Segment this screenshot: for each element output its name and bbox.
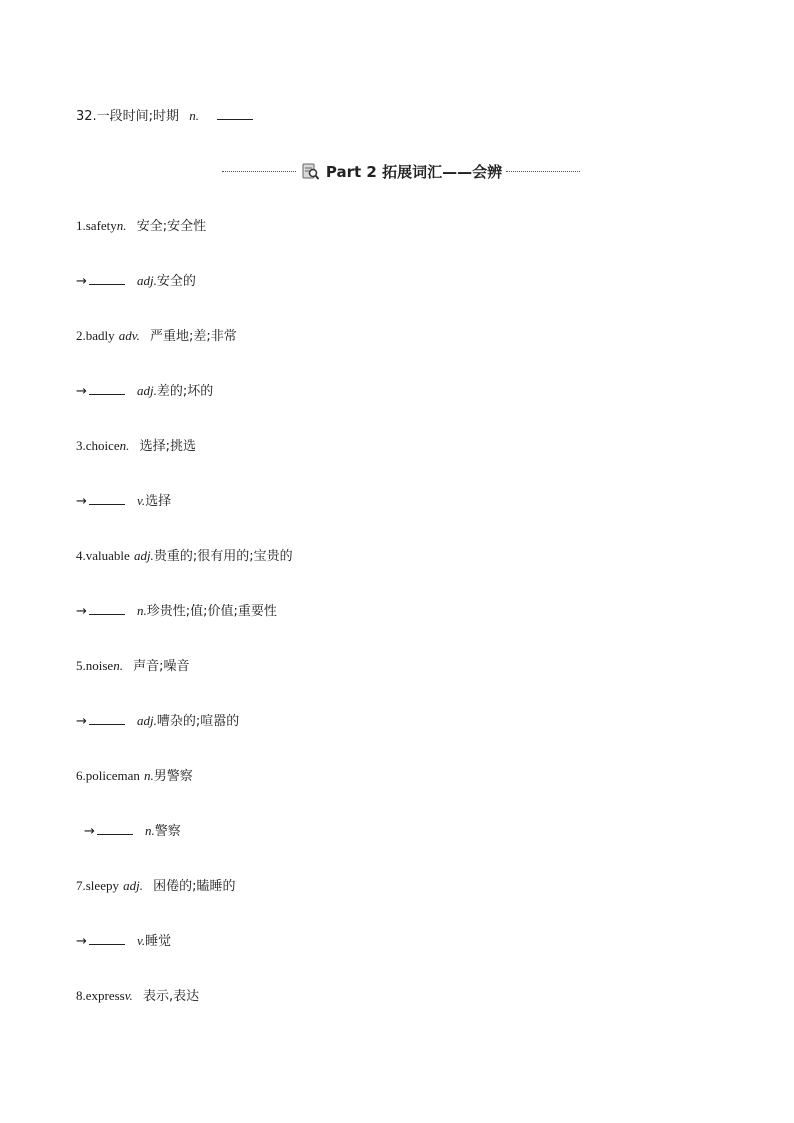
derivative-meaning: 警察 <box>154 824 181 839</box>
derivative-meaning: 安全的 <box>156 274 196 289</box>
derivative-pos: n. <box>145 823 155 838</box>
entry-word: 8.express <box>76 988 125 1003</box>
derivative-meaning: 睡觉 <box>145 934 172 949</box>
entry-3 <box>76 438 196 455</box>
derivative-meaning: 选择 <box>145 494 172 509</box>
derivative-7 <box>76 933 171 950</box>
entry-meaning: 选择;挑选 <box>139 439 196 454</box>
derivative-meaning: 差的;坏的 <box>156 384 214 399</box>
entry-pos: adj. <box>133 548 154 563</box>
entry-2 <box>76 328 237 345</box>
entry-pos: adv. <box>118 328 140 343</box>
answer-blank[interactable] <box>89 494 125 505</box>
derivative-meaning: 珍贵性;值;价值;重要性 <box>146 604 277 619</box>
derivative-pos: n. <box>137 603 147 618</box>
item-32-pos: n. <box>189 108 199 123</box>
entry-word: 2.badly <box>76 328 115 343</box>
entry-6 <box>76 768 193 785</box>
derivative-pos: v. <box>137 493 146 508</box>
entry-meaning: 困倦的;瞌睡的 <box>153 879 236 894</box>
entry-meaning: 声音;噪音 <box>133 659 190 674</box>
entry-word: 5.noise <box>76 658 114 673</box>
header-dots-left <box>222 171 296 172</box>
derivative-pos: adj. <box>137 273 157 288</box>
entry-4 <box>76 548 293 565</box>
entry-1 <box>76 218 206 235</box>
item-32 <box>76 108 255 125</box>
derivative-meaning: 嘈杂的;喧嚣的 <box>156 714 240 729</box>
entry-meaning: 严重地;差;非常 <box>149 329 237 344</box>
derivative-6 <box>84 823 181 840</box>
entry-meaning: 男警察 <box>153 769 193 784</box>
arrow: → <box>84 824 95 839</box>
entry-word: 6.policeman <box>76 768 140 783</box>
entry-word: 4.valuable <box>76 548 130 563</box>
derivative-4 <box>76 603 277 620</box>
derivative-1 <box>76 273 196 290</box>
entry-5 <box>76 658 189 675</box>
entry-pos: n. <box>119 438 130 453</box>
derivative-2 <box>76 383 213 400</box>
arrow: → <box>76 384 87 399</box>
item-32-text: 32.一段时间;时期 <box>76 109 180 124</box>
arrow: → <box>76 604 87 619</box>
header-dots-right <box>506 171 580 172</box>
answer-blank[interactable] <box>89 714 125 725</box>
arrow: → <box>76 274 87 289</box>
derivative-pos: adj. <box>137 713 157 728</box>
entry-word: 7.sleepy <box>76 878 119 893</box>
section-header <box>222 160 580 182</box>
derivative-pos: v. <box>137 933 146 948</box>
answer-blank[interactable] <box>89 934 125 945</box>
entry-pos: v. <box>124 988 133 1003</box>
entry-pos: adj. <box>123 878 143 893</box>
answer-blank[interactable] <box>89 384 125 395</box>
answer-blank[interactable] <box>217 109 253 120</box>
entry-8 <box>76 988 199 1005</box>
entry-meaning: 贵重的;很有用的;宝贵的 <box>153 549 293 564</box>
entry-pos: n. <box>113 658 123 673</box>
entry-word: 3.choice <box>76 438 120 453</box>
arrow: → <box>76 494 87 509</box>
derivative-3 <box>76 493 171 510</box>
arrow: → <box>76 714 87 729</box>
arrow: → <box>76 934 87 949</box>
derivative-5 <box>76 713 239 730</box>
entry-pos: n. <box>116 218 127 233</box>
section-title: Part 2 拓展词汇——会辨 <box>325 162 503 181</box>
entry-7 <box>76 878 236 895</box>
answer-blank[interactable] <box>89 274 125 285</box>
entry-meaning: 表示,表达 <box>142 989 200 1004</box>
magnifier-document-icon <box>300 161 320 181</box>
answer-blank[interactable] <box>89 604 125 615</box>
entry-word: 1.safety <box>76 218 117 233</box>
entry-pos: n. <box>144 768 154 783</box>
entry-meaning: 安全;安全性 <box>136 219 207 234</box>
answer-blank[interactable] <box>97 824 133 835</box>
derivative-pos: adj. <box>137 383 157 398</box>
